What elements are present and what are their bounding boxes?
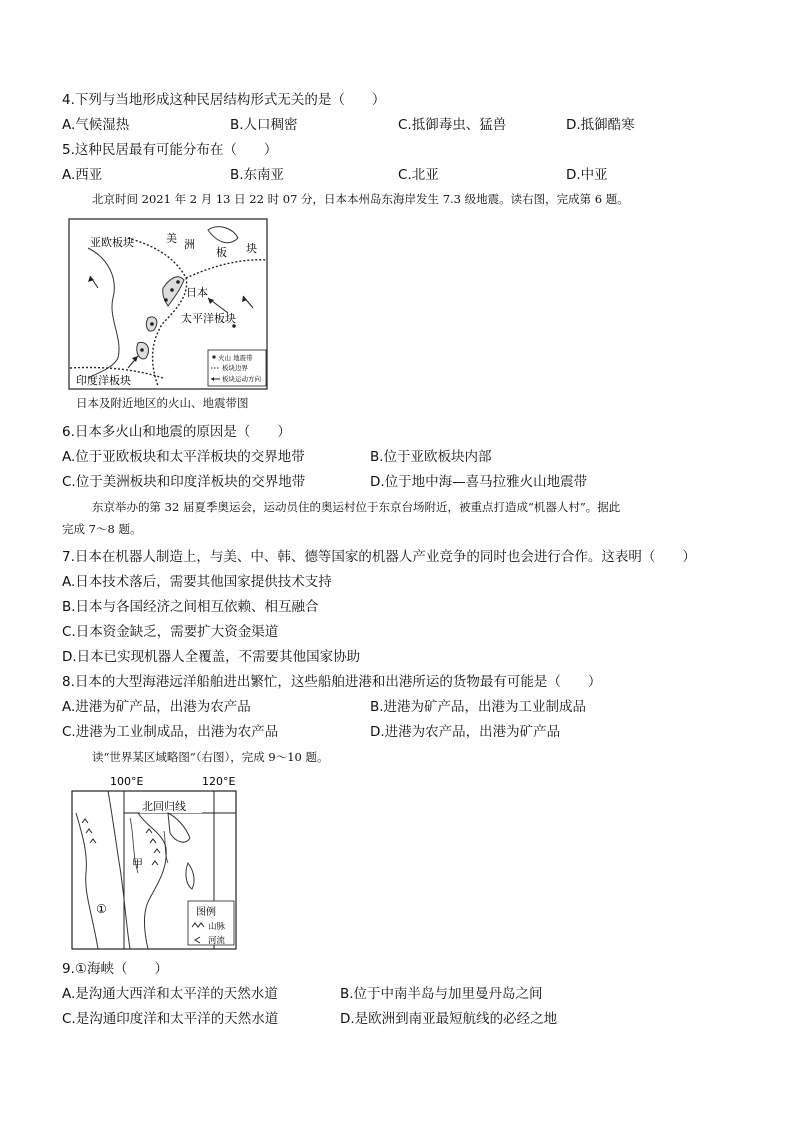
q8-option-b: B.进港为矿产品，出港为工业制成品 — [370, 699, 587, 715]
q4-option-b: B.人口稠密 — [230, 117, 298, 133]
legend-boundary-label: 板块边界 — [222, 364, 248, 372]
q7-option-c: C.日本资金缺乏，需要扩大资金渠道 — [62, 624, 279, 640]
japan-label: 日本 — [186, 286, 208, 299]
legend-motion-label: 板块运动方向 — [222, 375, 261, 383]
strait-marker: ① — [96, 902, 107, 916]
q4-stem: 4.下列与当地形成这种民居结构形式无关的是（ ） — [62, 92, 386, 108]
legend-volcano-label: 火山 地震带 — [218, 354, 253, 362]
american-plate-char-4: 块 — [246, 242, 257, 255]
q6-option-b: B.位于亚欧板块内部 — [370, 449, 492, 465]
legend-river-label: 河流 — [208, 936, 226, 946]
q5-option-c: C.北亚 — [398, 167, 439, 183]
map1-caption: 日本及附近地区的火山、地震带图 — [76, 396, 249, 410]
q8-stem: 8.日本的大型海港远洋船舶进出繁忙，这些船舶进港和出港所运的货物最有可能是（ ） — [62, 674, 602, 690]
q8-option-c: C.进港为工业制成品，出港为农产品 — [62, 724, 279, 740]
tropic-label: 北回归线 — [142, 800, 186, 813]
q7-option-b: B.日本与各国经济之间相互依赖、相互融合 — [62, 599, 319, 615]
legend-title: 图例 — [196, 907, 216, 918]
q6-intro: 北京时间 2021 年 2 月 13 日 22 时 07 分，日本本州岛东海岸发生 7.3 级地震。读右图，完成第 6 题。 — [92, 192, 629, 206]
q5-option-a: A.西亚 — [62, 167, 103, 183]
q7-stem: 7.日本在机器人制造上，与美、中、韩、德等国家的机器人产业竞争的同时也会进行合作。这表明（ ） — [62, 549, 696, 565]
q7-option-a: A.日本技术落后，需要其他国家提供技术支持 — [62, 574, 332, 590]
q9-option-c: C.是沟通印度洋和太平洋的天然水道 — [62, 1011, 279, 1027]
q9-stem: 9.①海峡（ ） — [62, 961, 168, 977]
q8-option-d: D.进港为农产品，出港为矿产品 — [370, 724, 561, 740]
american-plate-char-1: 美 — [166, 232, 177, 245]
q5-stem: 5.这种民居最有可能分布在（ ） — [62, 142, 278, 158]
q6-option-d: D.位于地中海—喜马拉雅火山地震带 — [370, 474, 588, 490]
q4-option-a: A.气候湿热 — [62, 117, 130, 133]
q5-option-b: B.东南亚 — [230, 167, 285, 183]
q6-option-a: A.位于亚欧板块和太平洋板块的交界地带 — [62, 449, 305, 465]
q4-option-c: C.抵御毒虫、猛兽 — [398, 117, 507, 133]
q9-option-a: A.是沟通大西洋和太平洋的天然水道 — [62, 986, 278, 1002]
q9-option-d: D.是欧洲到南亚最短航线的必经之地 — [340, 1011, 558, 1027]
lon-120e-label: 120°E — [202, 775, 236, 788]
american-plate-char-3: 板 — [216, 246, 227, 259]
pacific-plate-label: 太平洋板块 — [181, 312, 236, 325]
q6-stem: 6.日本多火山和地震的原因是（ ） — [62, 424, 291, 440]
volcano-legend-icon — [212, 355, 215, 358]
q78-intro-line2: 完成 7～8 题。 — [62, 522, 142, 536]
q6-option-c: C.位于美洲板块和印度洋板块的交界地带 — [62, 474, 306, 490]
eurasian-plate-label: 亚欧板块 — [90, 236, 134, 249]
q7-option-d: D.日本已实现机器人全覆盖，不需要其他国家协助 — [62, 649, 361, 665]
q78-intro-line1: 东京举办的第 32 届夏季奥运会，运动员住的奥运村位于东京台场附近，被重点打造成“机器人村”。据此 — [92, 500, 621, 514]
jia-label: 甲 — [132, 857, 143, 870]
lon-100e-label: 100°E — [110, 775, 144, 788]
q8-option-a: A.进港为矿产品，出港为农产品 — [62, 699, 251, 715]
japan-plate-map — [68, 218, 268, 390]
american-plate-char-2: 洲 — [184, 238, 195, 251]
q9-option-b: B.位于中南半岛与加里曼丹岛之间 — [340, 986, 543, 1002]
q910-intro: 读“世界某区域略图”（右图），完成 9～10 题。 — [92, 750, 329, 764]
q4-option-d: D.抵御酷寒 — [566, 117, 635, 133]
southeast-asia-map — [68, 773, 240, 953]
indian-plate-label: 印度洋板块 — [76, 374, 131, 387]
legend-mountain-label: 山脉 — [208, 922, 226, 932]
q5-option-d: D.中亚 — [566, 167, 608, 183]
